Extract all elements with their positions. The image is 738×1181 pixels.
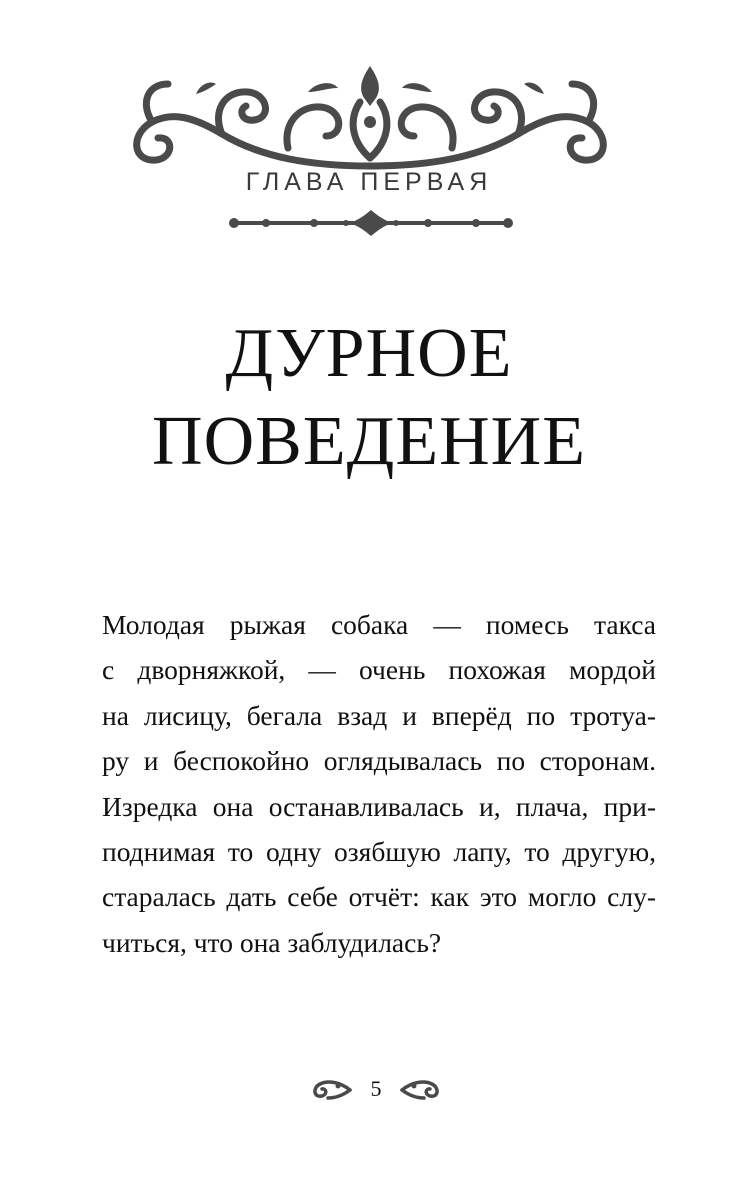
body-line: читься, что она заблудилась? (102, 926, 442, 958)
chapter-title (0, 310, 738, 486)
body-line: Изредка она останавливалась и, плача, при- (102, 790, 656, 822)
body-paragraph (102, 602, 656, 965)
chapter-title-line: ПОВЕДЕНИЕ (152, 403, 586, 480)
body-line: старалась дать себе отчёт: как это могло слу- (102, 881, 656, 913)
chapter-label: ГЛАВА ПЕРВАЯ (245, 168, 493, 196)
page-footer (308, 1074, 444, 1104)
body-line: поднимая то одну озябшую лапу, то другую, (102, 835, 656, 867)
body-line: Молодая рыжая собака — помесь такса (102, 609, 656, 640)
body-line: с дворняжкой, — очень похожая мордой (102, 654, 656, 686)
chapter-title-line: ДУРНОЕ (225, 315, 513, 392)
fleuron-divider-icon (226, 208, 516, 238)
body-line: ру и беспокойно оглядывалась по сторонам. (102, 745, 656, 777)
scroll-ornament-icon (112, 62, 628, 174)
page-number: 5 (370, 1076, 382, 1101)
body-line: на лисицу, бегала взад и вперёд по тротуа- (102, 699, 656, 731)
swirl-ornament-icon (400, 1076, 442, 1102)
